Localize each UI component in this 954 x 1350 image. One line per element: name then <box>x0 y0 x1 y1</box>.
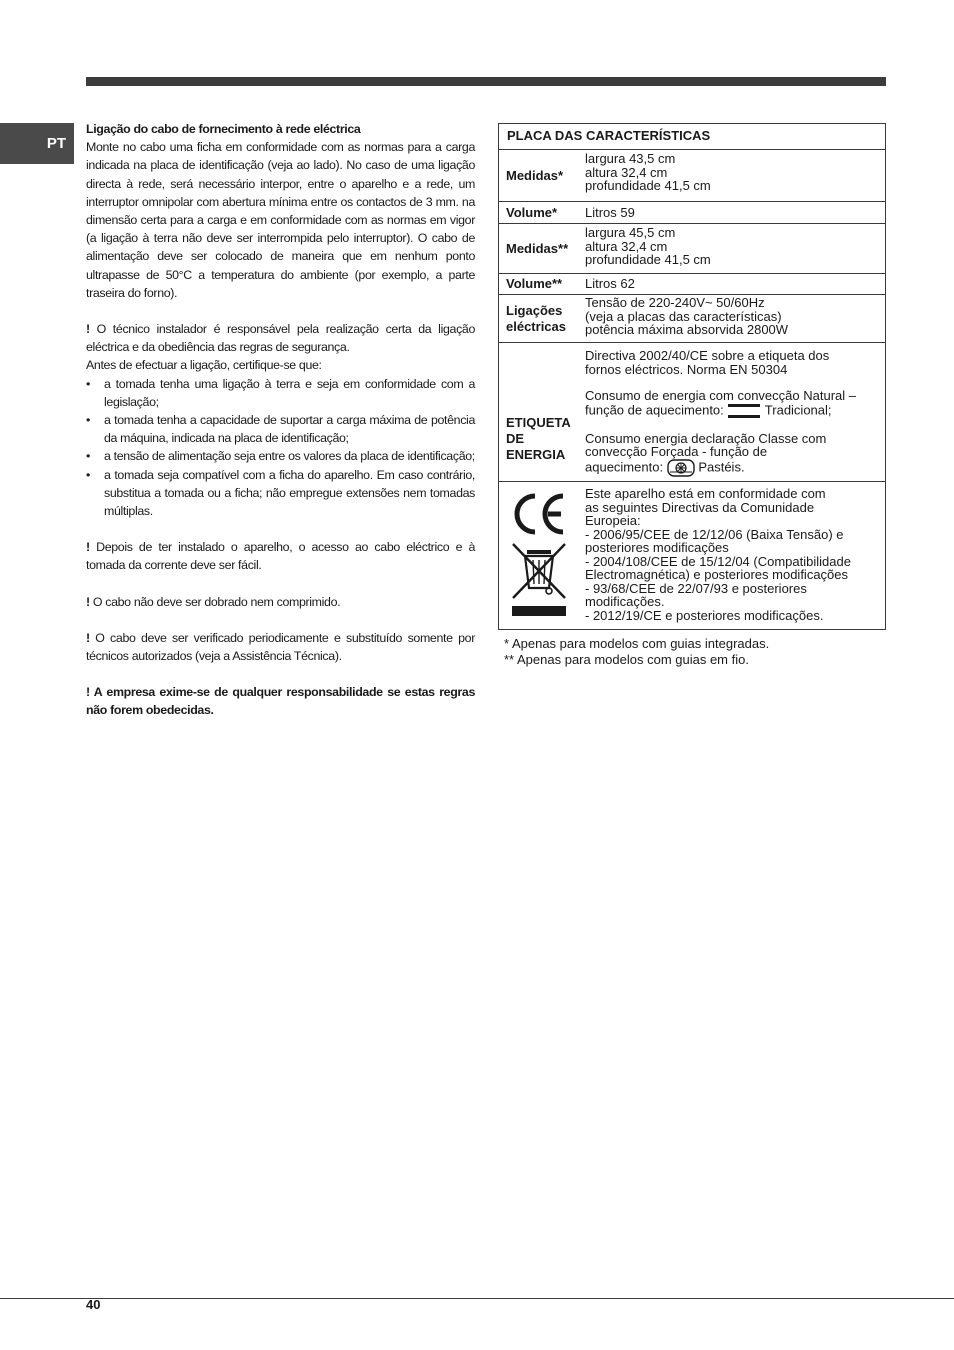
page-number: 40 <box>86 1297 101 1312</box>
footnote: ** Apenas para modelos com guias em fio. <box>504 652 749 667</box>
bottom-rule <box>0 1298 954 1299</box>
paragraph-access: ! Depois de ter instalado o aparelho, o acesso ao cabo eléctrico e à tomada da corrente deve ser fácil. <box>86 540 475 573</box>
row-value: Litros 62 <box>585 276 635 291</box>
table-row <box>499 202 885 224</box>
energy-label: ETIQUETA DE ENERGIA <box>506 415 571 462</box>
section-heading: Ligação do cabo de fornecimento à rede eléctrica <box>86 122 361 136</box>
paragraph-before: Antes de efectuar a ligação, certifique-se que: <box>86 358 322 373</box>
table-row <box>499 295 885 343</box>
spec-table-title: PLACA DAS CARACTERÍSTICAS <box>499 124 885 150</box>
list-item: • a tensão de alimentação seja entre os valores da placa de identificação; <box>86 449 475 464</box>
checklist <box>86 375 475 521</box>
row-label: Ligações eléctricas <box>506 302 566 334</box>
row-value: Litros 59 <box>585 205 635 220</box>
paragraph-connection: Monte no cabo uma ficha em conformidade com as normas para a carga indicada na placa de identificação (veja ao lado). No caso de uma ligação directa à rede, será necessário interpor, entre o aparelho e a rede, um interruptor omnipolar com abertura mínima entre os contactos de 3 mm. na dimensão certa para a carga e em conformidade com as normas em vigor (a ligação à terra não deve ser interrompida pelo interruptor). O cabo de alimentação deve ser colocado de maneira que em nenhum ponto ultrapasse de 50°C a temperatura do ambiente (por exemplo, a parte traseira do forno). <box>86 140 475 300</box>
spec-plate-table <box>498 123 886 630</box>
row-value: Tensão de 220-240V~ 50/60Hz (veja a placas das características) potência máxima absorvida 2800W <box>585 295 789 337</box>
row-value: largura 45,5 cm altura 32,4 cm profundidade 41,5 cm <box>585 225 711 267</box>
paragraph-installer: ! O técnico instalador é responsável pela realização certa da ligação eléctrica e da obediência das regras de segurança. <box>86 322 475 355</box>
paragraph-disclaimer: ! A empresa exime-se de qualquer responsabilidade se estas regras não forem obedecidas. <box>86 685 475 718</box>
paragraph-cable-bend: ! O cabo não deve ser dobrado nem comprimido. <box>86 594 341 609</box>
table-row <box>499 482 885 629</box>
list-item: • a tomada tenha uma ligação à terra e seja em conformidade com a legislação; <box>86 376 475 409</box>
list-item: • a tomada tenha a capacidade de suportar a carga máxima de potência da máquina, indicada na placa de identificação; <box>86 413 475 446</box>
footnotes <box>504 636 769 668</box>
table-row <box>499 274 885 295</box>
list-item: • a tomada seja compatível com a ficha do aparelho. Em caso contrário, substitua a tomada ou a ficha; não empregue extensões nem tomadas múltiplas. <box>86 467 475 519</box>
table-row <box>499 150 885 202</box>
table-row <box>499 224 885 274</box>
language-tab: PT <box>0 123 74 164</box>
pastry-heating-icon <box>667 459 695 477</box>
traditional-heating-icon <box>727 403 761 419</box>
compliance-marks <box>499 482 579 629</box>
installation-text <box>86 120 475 720</box>
row-label: Medidas** <box>506 240 569 256</box>
row-label: Volume** <box>506 276 563 292</box>
row-value: largura 43,5 cm altura 32,4 cm profundidade 41,5 cm <box>585 151 711 193</box>
warning-mark: ! <box>86 322 90 337</box>
table-row <box>499 343 885 482</box>
top-rule <box>86 77 886 86</box>
row-label: Volume* <box>506 204 558 220</box>
row-label: Medidas* <box>506 167 564 183</box>
ce-mark-icon <box>508 490 570 538</box>
row-value: Directiva 2002/40/CE sobre a etiqueta dos fornos eléctricos. Norma EN 50304 Consumo de energia com convecção Natural – função de aquecimento: Tradicional; Consumo energia declaração Classe com convecção Forçada - função de aquecimento: Pastéis. <box>579 343 885 481</box>
compliance-text: Este aparelho está em conformidade com as seguintes Directivas da Comunidade Europeia: - 2006/95/CEE de 12/12/06 (Baixa Tensão) e posteriores modificações - 2004/108/CEE de 15/12/04 (Compatibilidade Electromagnética) e posteriores modificações - 93/68/CEE de 22/07/93 e posteriores modificações. - 2012/19/CE e posteriores modificações. <box>585 486 851 623</box>
footnote: * Apenas para modelos com guias integradas. <box>504 636 770 651</box>
paragraph-cable-check: ! O cabo deve ser verificado periodicamente e substituído somente por técnicos autorizados (veja a Assistência Técnica). <box>86 630 475 664</box>
weee-crossed-bin-icon <box>509 542 569 618</box>
